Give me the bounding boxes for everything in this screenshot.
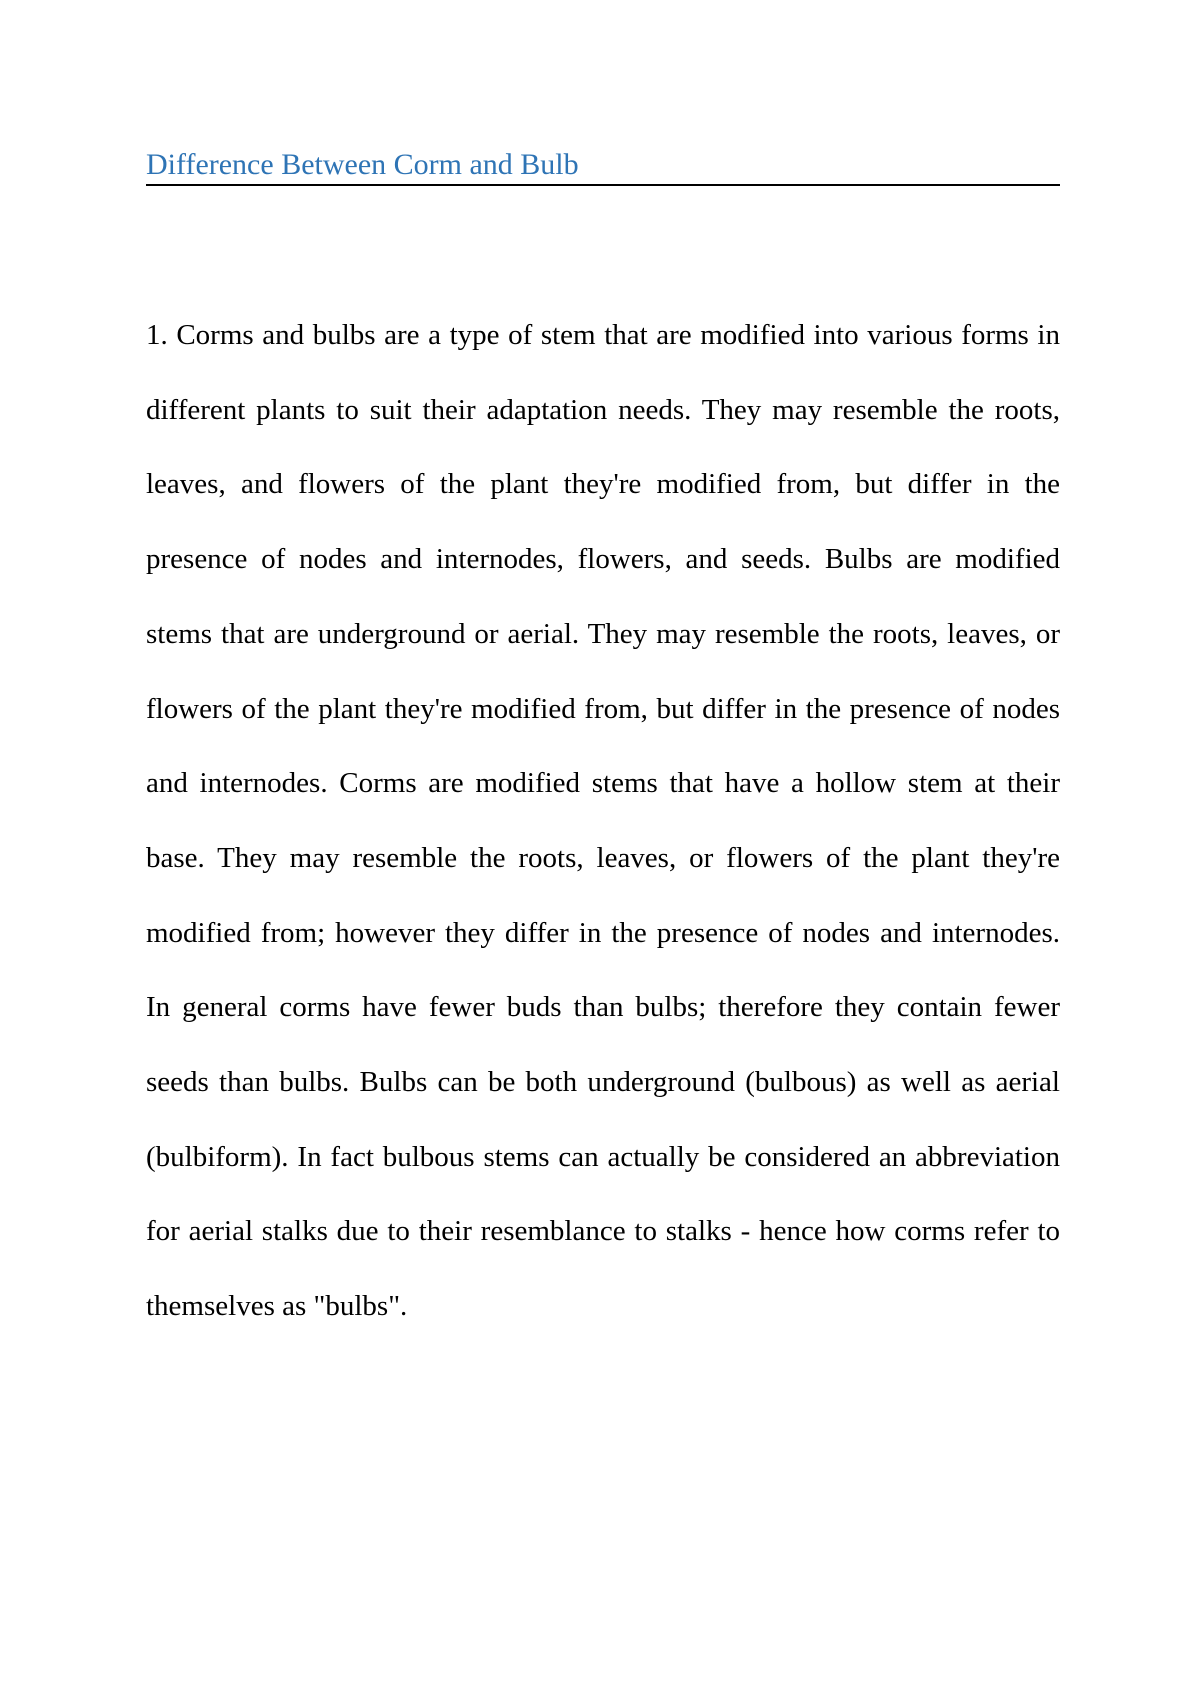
document-title: Difference Between Corm and Bulb (146, 148, 579, 181)
body-paragraph: 1. Corms and bulbs are a type of stem that are modified into various forms in different plants to suit their adaptation needs. They may resemble the roots, leaves, and flowers of the plant they're modified from, but differ in the presence of nodes and internodes, flowers, and seeds. Bulbs are modified stems that are underground or aerial. They may resemble the roots, leaves, or flowers of the plant they're modified from, but differ in the presence of nodes and internodes. Corms are modified stems that have a hollow stem at their base. They may resemble the roots, leaves, or flowers of the plant they're modified from; however they differ in the presence of nodes and internodes. In general corms have fewer buds than bulbs; therefore they contain fewer seeds than bulbs. Bulbs can be both underground (bulbous) as well as aerial (bulbiform). In fact bulbous stems can actually be considered an abbreviation for aerial stalks due to their resemblance to stalks - hence how corms refer to themselves as "bulbs". (146, 319, 1060, 1323)
title-underline-divider (146, 184, 1060, 186)
